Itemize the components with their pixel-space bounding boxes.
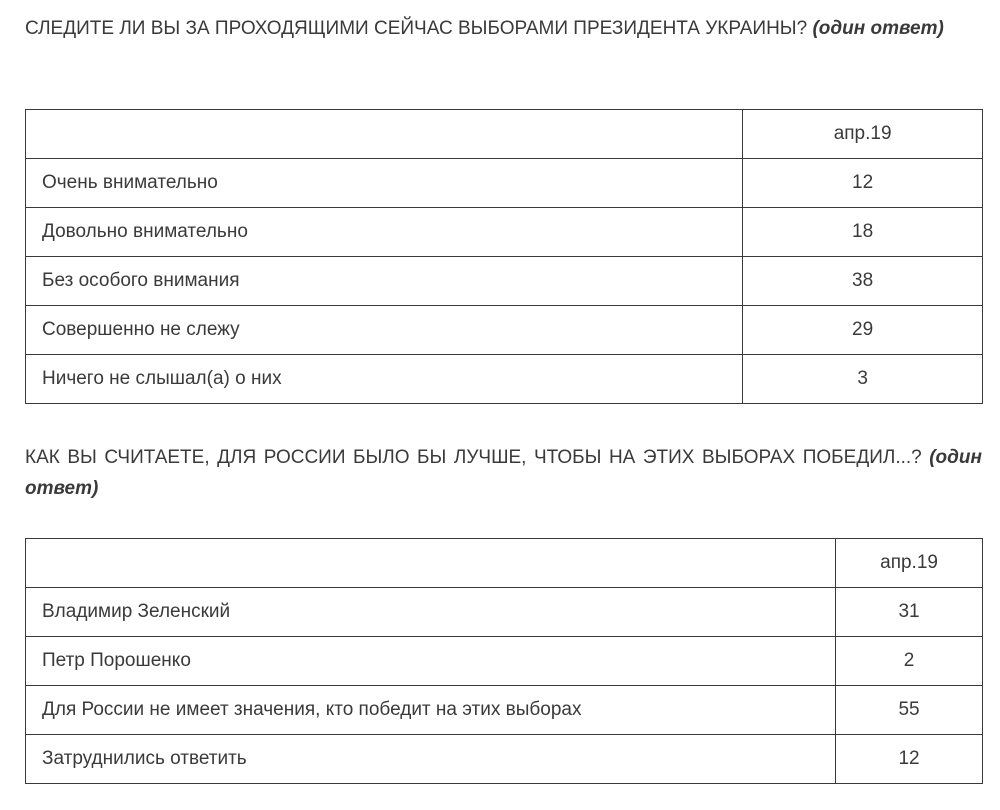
question-2-table — [25, 538, 983, 784]
table-header-row — [26, 110, 983, 159]
table-row — [26, 208, 983, 257]
header-label-cell — [26, 110, 743, 159]
table-row — [26, 735, 983, 784]
row-label: Ничего не слышал(а) о них — [26, 355, 743, 404]
row-value: 29 — [743, 306, 983, 355]
row-value: 55 — [836, 686, 983, 735]
question-1-note: (один ответ) — [812, 18, 944, 39]
table-header-row — [26, 539, 983, 588]
row-label: Совершенно не слежу — [26, 306, 743, 355]
row-value: 12 — [836, 735, 983, 784]
header-date-cell: апр.19 — [743, 110, 983, 159]
row-value: 38 — [743, 257, 983, 306]
table-row — [26, 686, 983, 735]
question-2-note: (один ответ) — [25, 447, 982, 499]
question-1-text: СЛЕДИТЕ ЛИ ВЫ ЗА ПРОХОДЯЩИМИ СЕЙЧАС ВЫБОРАМИ ПРЕЗИДЕНТА УКРАИНЫ? — [25, 18, 808, 39]
header-date-cell: апр.19 — [836, 539, 983, 588]
row-value: 12 — [743, 159, 983, 208]
row-label: Довольно внимательно — [26, 208, 743, 257]
row-label: Очень внимательно — [26, 159, 743, 208]
question-2-heading — [25, 442, 982, 504]
table-row — [26, 159, 983, 208]
question-1-table — [25, 109, 983, 404]
row-value: 18 — [743, 208, 983, 257]
table-row — [26, 306, 983, 355]
row-value: 2 — [836, 637, 983, 686]
table-row — [26, 355, 983, 404]
row-label: Для России не имеет значения, кто победит на этих выборах — [26, 686, 836, 735]
row-value: 31 — [836, 588, 983, 637]
table-row — [26, 588, 983, 637]
question-2-text: КАК ВЫ СЧИТАЕТЕ, ДЛЯ РОССИИ БЫЛО БЫ ЛУЧШЕ, ЧТОБЫ НА ЭТИХ ВЫБОРАХ ПОБЕДИЛ...? — [25, 447, 922, 468]
row-label: Затруднились ответить — [26, 735, 836, 784]
row-value: 3 — [743, 355, 983, 404]
row-label: Без особого внимания — [26, 257, 743, 306]
row-label: Владимир Зеленский — [26, 588, 836, 637]
header-label-cell — [26, 539, 836, 588]
table-row — [26, 637, 983, 686]
table-row — [26, 257, 983, 306]
row-label: Петр Порошенко — [26, 637, 836, 686]
question-1-heading — [25, 13, 982, 44]
